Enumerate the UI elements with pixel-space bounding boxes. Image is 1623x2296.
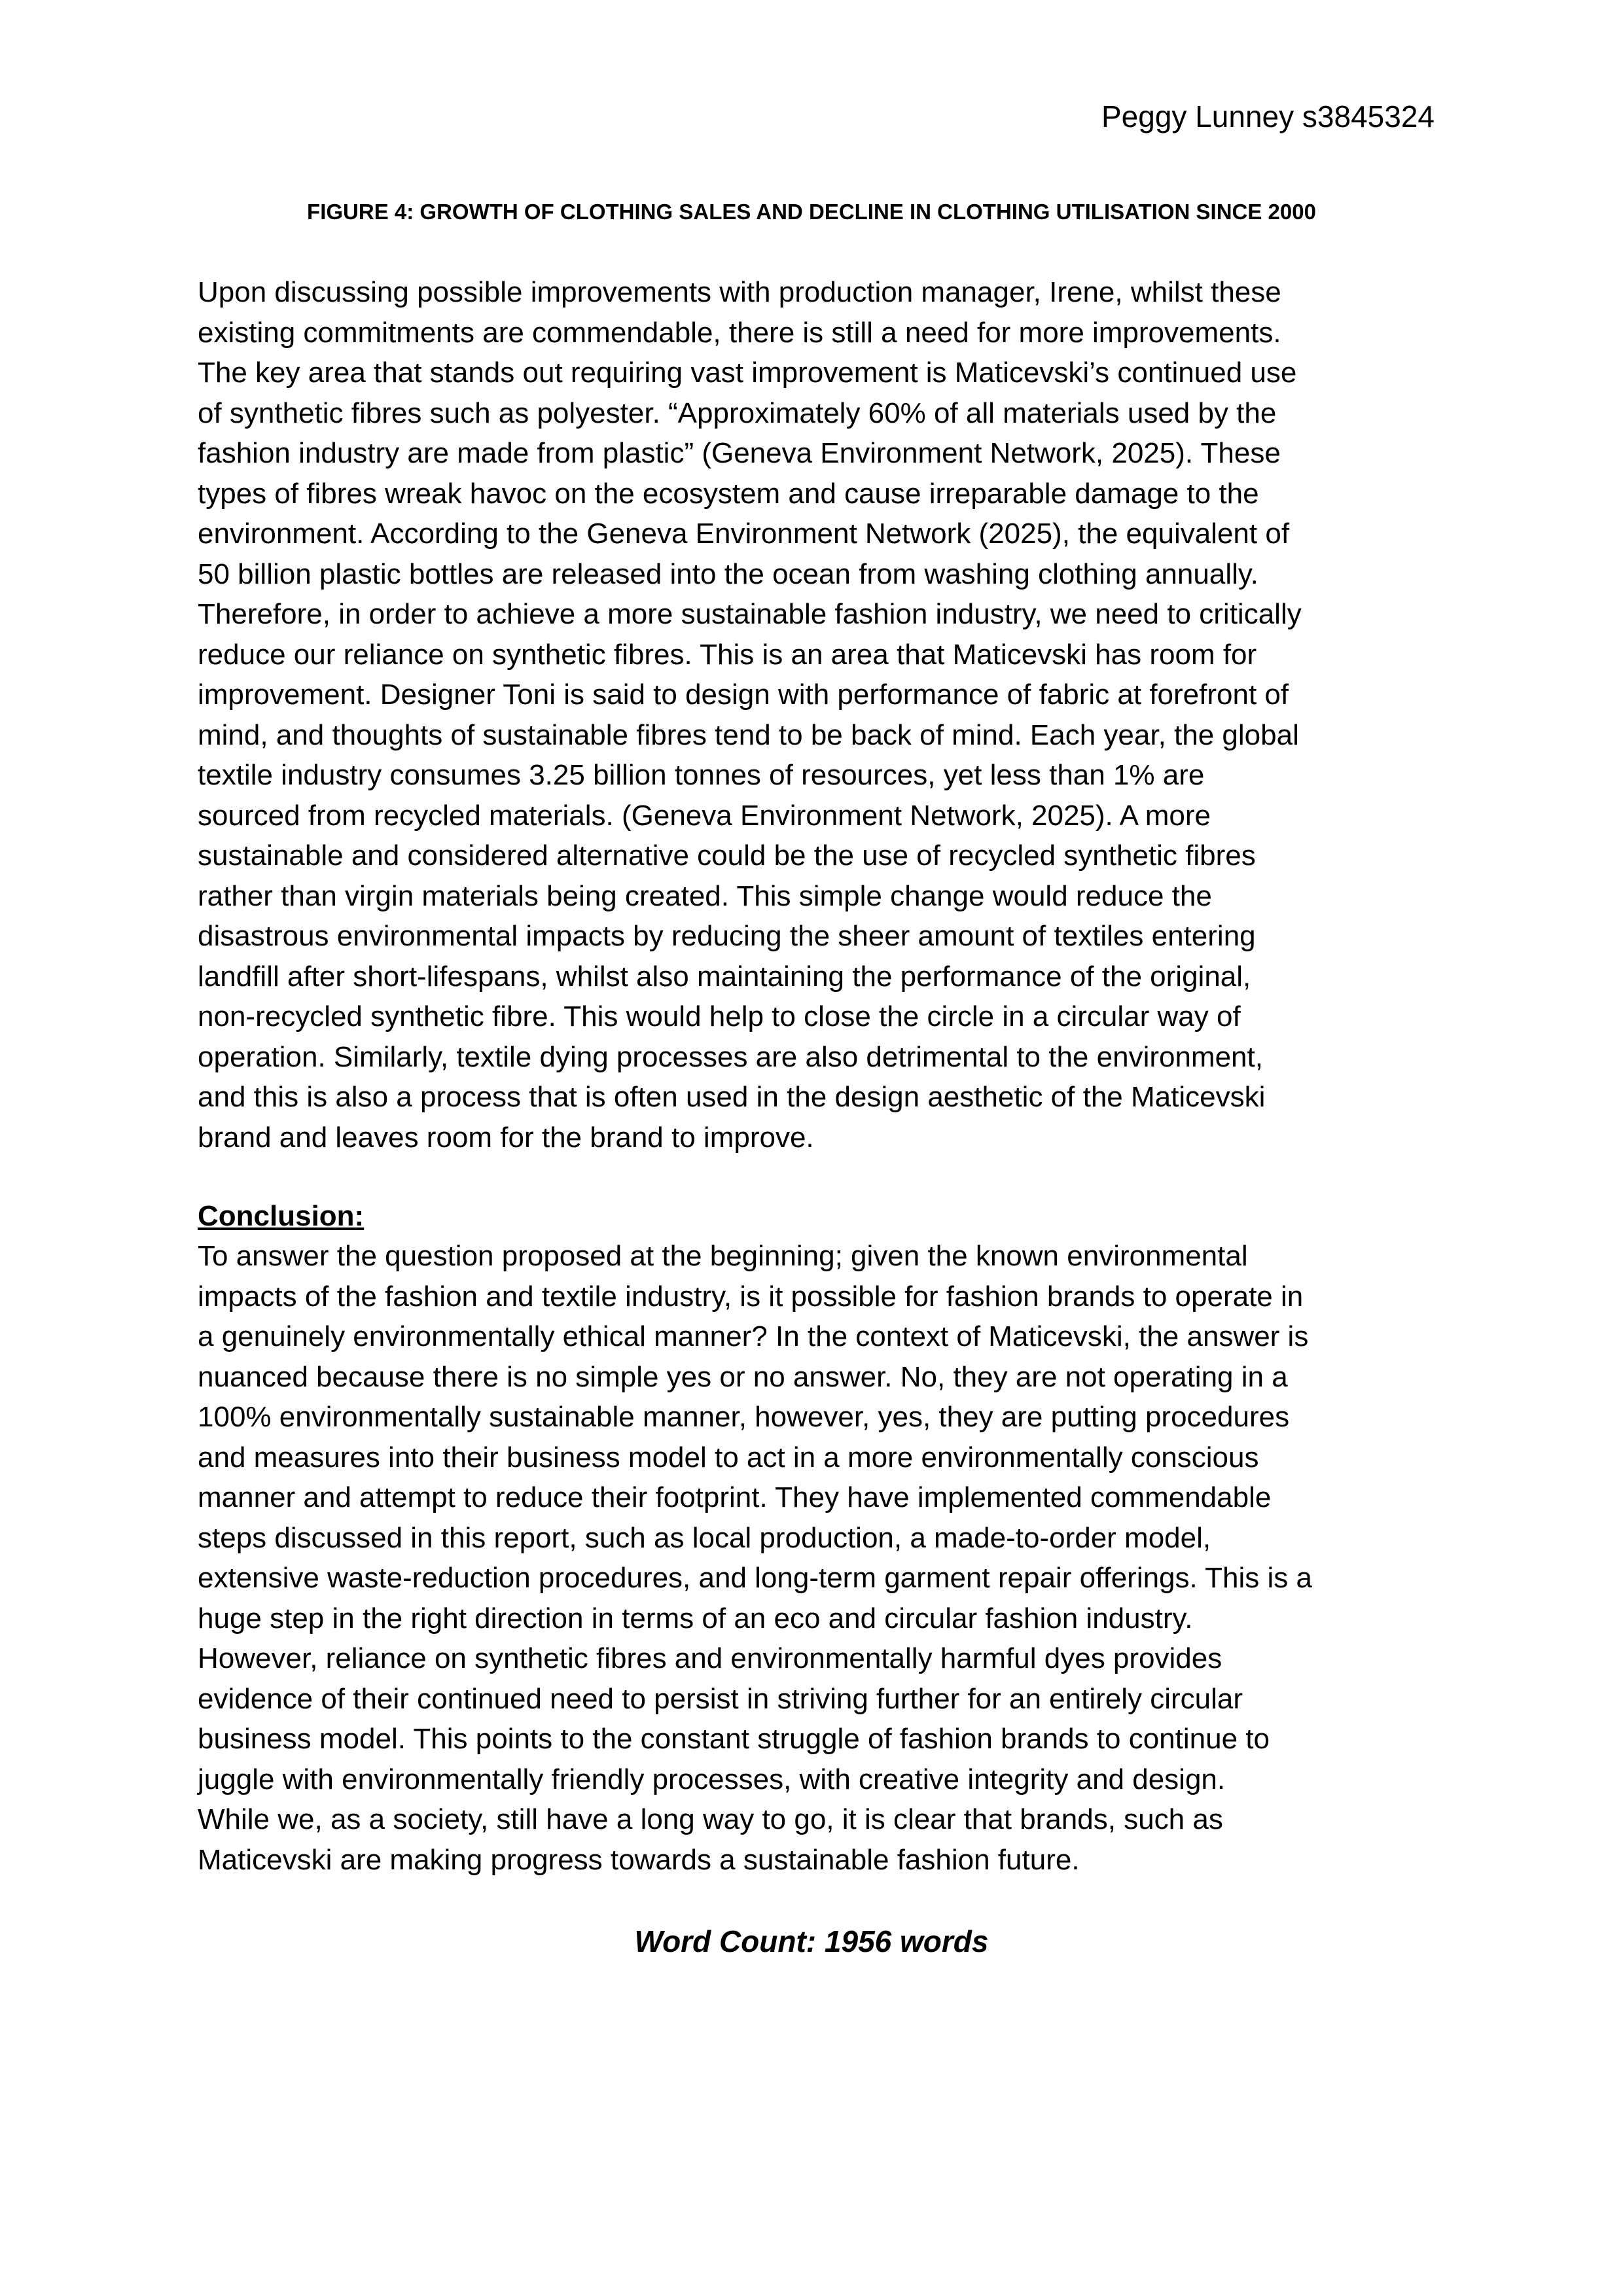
paragraph-line: However, reliance on synthetic fibres and environmentally harmful dyes provides — [198, 1642, 1222, 1674]
paragraph-line: sustainable and considered alternative could be the use of recycled synthetic fibres — [198, 839, 1256, 872]
paragraph-line: rather than virgin materials being created. This simple change would reduce the — [198, 879, 1212, 912]
paragraph-line: evidence of their continued need to persist in striving further for an entirely circular — [198, 1682, 1243, 1715]
paragraph-line: of synthetic fibres such as polyester. “Approximately 60% of all materials used by the — [198, 397, 1277, 429]
paragraph-line: business model. This points to the constant struggle of fashion brands to continue to — [198, 1723, 1270, 1755]
paragraph-line: sourced from recycled materials. (Geneva Environment Network, 2025). A more — [198, 799, 1211, 832]
paragraph-line: textile industry consumes 3.25 billion tonnes of resources, yet less than 1% are — [198, 759, 1205, 791]
paragraph-line: manner and attempt to reduce their footprint. They have implemented commendable — [198, 1481, 1272, 1513]
paragraph-line: fashion industry are made from plastic” (Geneva Environment Network, 2025). These — [198, 437, 1281, 469]
paragraph-line: To answer the question proposed at the beginning; given the known environmental — [198, 1240, 1248, 1272]
paragraph-line: Upon discussing possible improvements with production manager, Irene, whilst these — [198, 276, 1281, 308]
paragraph-line: impacts of the fashion and textile industry, is it possible for fashion brands to operate in — [198, 1280, 1304, 1313]
paragraph-line: types of fibres wreak havoc on the ecosystem and cause irreparable damage to the — [198, 477, 1259, 510]
paragraph-line: While we, as a society, still have a long way to go, it is clear that brands, such as — [198, 1803, 1223, 1835]
paragraph-line: nuanced because there is no simple yes or no answer. No, they are not operating in a — [198, 1360, 1288, 1393]
author-header: Peggy Lunney s3845324 — [1101, 99, 1435, 133]
paragraph-line: non-recycled synthetic fibre. This would help to close the circle in a circular way of — [198, 1000, 1241, 1033]
paragraph-line: environment. According to the Geneva Environment Network (2025), the equivalent of — [198, 518, 1290, 550]
body-paragraph-conclusion — [198, 1236, 1441, 1880]
paragraph-line: disastrous environmental impacts by reducing the sheer amount of textiles entering — [198, 920, 1256, 952]
paragraph-line: Maticevski are making progress towards a sustainable fashion future. — [198, 1843, 1080, 1876]
conclusion-heading: Conclusion: — [198, 1200, 365, 1232]
paragraph-line: landfill after short-lifespans, whilst also maintaining the performance of the original, — [198, 960, 1251, 993]
paragraph-line: existing commitments are commendable, there is still a need for more improvements. — [198, 316, 1281, 349]
paragraph-line: steps discussed in this report, such as local production, a made-to-order model, — [198, 1521, 1211, 1554]
paragraph-line: juggle with environmentally friendly processes, with creative integrity and design. — [198, 1763, 1226, 1795]
paragraph-line: reduce our reliance on synthetic fibres. This is an area that Maticevski has room for — [198, 638, 1257, 671]
paragraph-line: a genuinely environmentally ethical manner? In the context of Maticevski, the answer is — [198, 1320, 1309, 1352]
paragraph-line: mind, and thoughts of sustainable fibres tend to be back of mind. Each year, the global — [198, 718, 1299, 751]
paragraph-line: and measures into their business model to act in a more environmentally conscious — [198, 1441, 1259, 1474]
paragraph-line: brand and leaves room for the brand to improve. — [198, 1121, 814, 1154]
paragraph-line: and this is also a process that is often used in the design aesthetic of the Maticevski — [198, 1081, 1266, 1113]
paragraph-line: operation. Similarly, textile dying processes are also detrimental to the environment, — [198, 1040, 1263, 1073]
paragraph-line: extensive waste-reduction procedures, and long-term garment repair offerings. This is a — [198, 1562, 1313, 1594]
figure-caption: FIGURE 4: GROWTH OF CLOTHING SALES AND DECLINE IN CLOTHING UTILISATION SINCE 2000 — [307, 200, 1316, 224]
paragraph-line: Therefore, in order to achieve a more sustainable fashion industry, we need to critically — [198, 598, 1302, 630]
word-count: Word Count: 1956 words — [634, 1924, 989, 1958]
paragraph-line: The key area that stands out requiring vast improvement is Maticevski’s continued use — [198, 357, 1297, 389]
paragraph-line: huge step in the right direction in terms of an eco and circular fashion industry. — [198, 1602, 1193, 1634]
paragraph-line: 50 billion plastic bottles are released into the ocean from washing clothing annually. — [198, 557, 1258, 590]
paragraph-line: 100% environmentally sustainable manner, however, yes, they are putting procedures — [198, 1401, 1290, 1433]
body-paragraph-discussion — [198, 272, 1441, 1157]
paragraph-line: improvement. Designer Toni is said to design with performance of fabric at forefront of — [198, 679, 1289, 711]
